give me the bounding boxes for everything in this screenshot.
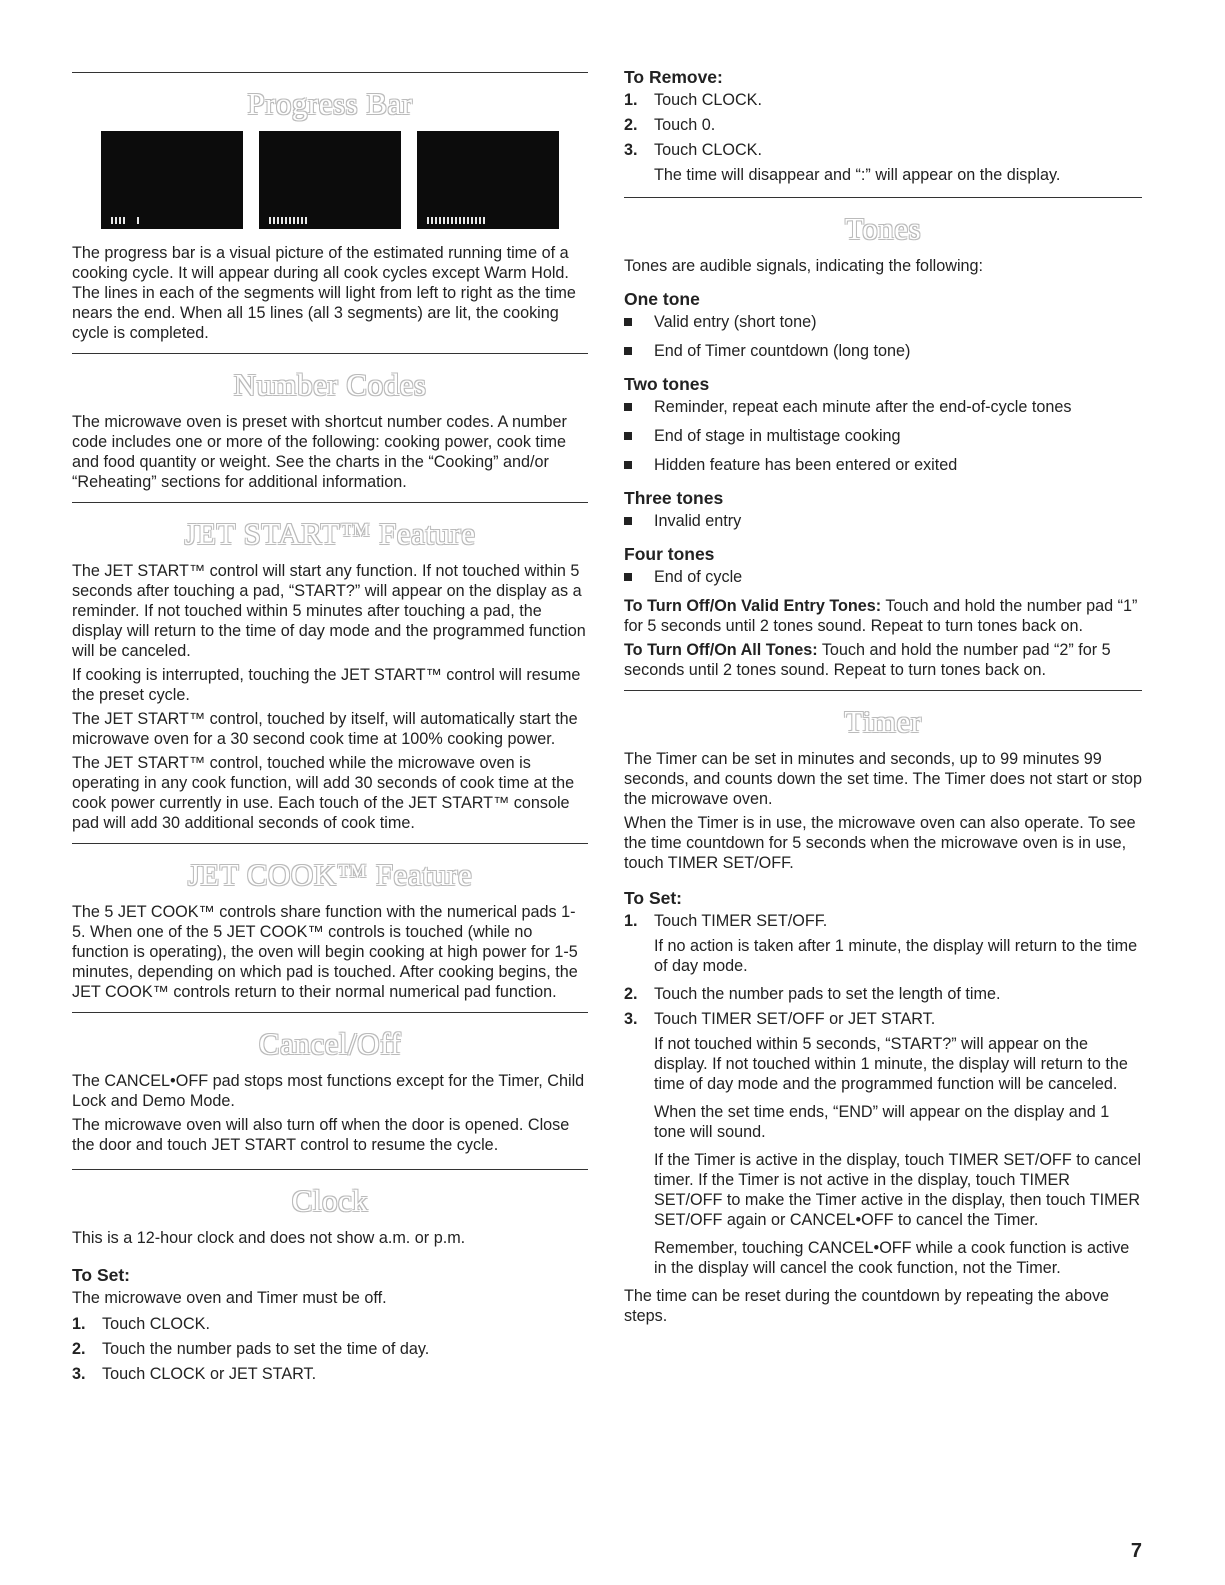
progress-line	[301, 217, 303, 224]
progress-line	[427, 217, 429, 224]
list-item: Valid entry (short tone)	[624, 312, 1142, 332]
progress-line	[431, 217, 433, 224]
all-tones-text: To Turn Off/On All Tones: Touch and hold the number pad “2” for 5 seconds until 2 tones sound. Repeat to turn tones back on.	[624, 641, 1111, 679]
section-divider	[72, 72, 588, 73]
jet-start-paragraph: The JET START™ control, touched while the microwave oven is operating in any cook function, will add 30 seconds of cook time at the cook power currently in use. Each touch of the JET START™ console pad will add 30 additional seconds of cook time.	[72, 754, 575, 832]
to-remove-note: The time will disappear and “:” will appear on the display.	[654, 166, 1061, 184]
cancel-off-paragraph: The CANCEL•OFF pad stops most functions except for the Timer, Child Lock and Demo Mode.	[72, 1072, 585, 1110]
cancel-off-paragraph: The microwave oven will also turn off when the door is opened. Close the door and touch JET START control to resume the cycle.	[72, 1116, 570, 1154]
list-item: End of Timer countdown (long tone)	[624, 341, 1142, 361]
progress-bar-text: The progress bar is a visual picture of the estimated running time of a cooking cycle. It will appear during all cook cycles except Warm Hold. The lines in each of the segments will light from left to right as the time nears the end. When all 15 lines (all 3 segments) are lit, the cooking cycle is completed.	[72, 244, 576, 342]
progress-line	[137, 217, 139, 224]
timer-to-set-heading: To Set:	[624, 888, 683, 908]
progress-line	[269, 217, 271, 224]
list-item: End of stage in multistage cooking	[624, 426, 1142, 446]
timer-step-1-note: If no action is taken after 1 minute, the display will return to the time of day mode.	[654, 937, 1138, 975]
progress-line	[475, 217, 477, 224]
progress-line	[281, 217, 283, 224]
progress-line	[443, 217, 445, 224]
progress-line	[305, 217, 307, 224]
progress-bar-title: Progress Bar	[247, 86, 413, 121]
list-item: End of cycle	[624, 567, 1142, 587]
timer-paragraph: The Timer can be set in minutes and seconds, up to 99 minutes 99 seconds, and counts down the set time. The Timer does not start or stop the microwave oven.	[624, 750, 1142, 808]
progress-line	[111, 217, 113, 224]
four-tones-list	[624, 567, 1142, 587]
section-divider	[624, 197, 1142, 198]
progress-line	[483, 217, 485, 224]
jet-cook-text: The 5 JET COOK™ controls share function with the numerical pads 1-5. When one of the 5 JET COOK™ controls is touched (while no function is operating), the oven will begin cooking at high power for 1-5 minutes, depending on which pad is touched. After cooking begins, the JET COOK™ controls return to their normal numerical pad function.	[72, 903, 578, 1001]
progress-line	[451, 217, 453, 224]
progress-line	[435, 217, 437, 224]
list-item: 2. Touch 0.	[624, 116, 716, 134]
timer-step-2: 2. Touch the number pads to set the length of time.	[624, 985, 1001, 1003]
list-item: 1. Touch CLOCK.	[72, 1315, 210, 1333]
progress-line	[273, 217, 275, 224]
section-divider	[72, 502, 588, 503]
clock-to-set-intro: The microwave oven and Timer must be off.	[72, 1289, 387, 1307]
clock-steps	[72, 1314, 588, 1384]
two-tones-list	[624, 397, 1142, 475]
progress-line	[439, 217, 441, 224]
progress-segment-3	[417, 131, 559, 229]
progress-line	[447, 217, 449, 224]
three-tones-list	[624, 511, 1142, 531]
progress-line	[123, 217, 125, 224]
progress-line	[285, 217, 287, 224]
timer-step-1: 1. Touch TIMER SET/OFF.	[624, 912, 828, 930]
section-divider	[624, 690, 1142, 691]
two-tones-heading: Two tones	[624, 374, 710, 394]
tones-title: Tones	[844, 211, 922, 246]
progress-line	[479, 217, 481, 224]
progress-line	[115, 217, 117, 224]
number-codes-title: Number Codes	[233, 367, 427, 402]
page-number: 7	[1130, 1540, 1142, 1562]
jet-cook-title: JET COOK™ Feature	[187, 857, 473, 892]
section-divider	[72, 843, 588, 844]
list-item: 1. Touch CLOCK.	[624, 91, 762, 109]
list-item: Hidden feature has been entered or exited	[624, 455, 1142, 475]
section-divider	[72, 1012, 588, 1013]
one-tone-heading: One tone	[624, 289, 700, 309]
four-tones-heading: Four tones	[624, 544, 715, 564]
three-tones-heading: Three tones	[624, 488, 724, 508]
jet-start-title: JET START™ Feature	[184, 516, 476, 551]
number-codes-text: The microwave oven is preset with shortcut number codes. A number code includes one or more of the following: cooking power, cook time and food quantity or weight. See the charts in the “Cooking” and/or “Reheating” sections for additional information.	[72, 413, 567, 491]
timer-step-3-note: When the set time ends, “END” will appear on the display and 1 tone will sound.	[654, 1103, 1110, 1141]
progress-line	[119, 217, 121, 224]
list-item: Invalid entry	[624, 511, 1142, 531]
valid-entry-tones-text: To Turn Off/On Valid Entry Tones: Touch and hold the number pad “1” for 5 seconds until 2 tones sound. Repeat to turn tones back on.	[624, 597, 1138, 635]
progress-segment-1	[101, 131, 243, 229]
jet-start-paragraph: The JET START™ control will start any function. If not touched within 5 seconds after touching a pad, “START?” will appear on the display as a reminder. If not touched within 5 minutes after touching a pad, the display will return to the time of day mode and the programmed function will be canceled.	[72, 562, 586, 660]
list-item: Reminder, repeat each minute after the end-of-cycle tones	[624, 397, 1142, 417]
progress-line	[467, 217, 469, 224]
progress-line	[297, 217, 299, 224]
one-tone-list	[624, 312, 1142, 361]
progress-line	[277, 217, 279, 224]
tones-intro: Tones are audible signals, indicating the following:	[624, 257, 984, 275]
progress-line	[463, 217, 465, 224]
to-remove-steps	[624, 90, 1142, 160]
progress-bar-illustration	[72, 131, 588, 229]
list-item: 3. Touch CLOCK.	[624, 141, 762, 159]
right-column	[624, 66, 1142, 1330]
list-item: 3. Touch CLOCK or JET START.	[72, 1365, 317, 1383]
section-divider	[72, 1169, 588, 1170]
jet-start-paragraph: If cooking is interrupted, touching the JET START™ control will resume the preset cycle.	[72, 666, 581, 704]
to-remove-heading: To Remove:	[624, 67, 723, 87]
section-divider	[72, 353, 588, 354]
progress-segment-2	[259, 131, 401, 229]
list-item: 2. Touch the number pads to set the time of day.	[72, 1340, 430, 1358]
timer-step-3-note: Remember, touching CANCEL•OFF while a cook function is active in the display will cancel the cook function, not the Timer.	[654, 1239, 1130, 1277]
cancel-off-title: Cancel/Off	[258, 1026, 402, 1061]
timer-step-3-note: If the Timer is active in the display, touch TIMER SET/OFF to cancel timer. If the Timer is not active in the display, touch TIMER SET/OFF to make the Timer active in the display, then touch TIMER SET/OFF again or CANCEL•OFF to cancel the Timer.	[654, 1151, 1141, 1229]
timer-title: Timer	[844, 704, 922, 739]
progress-line	[471, 217, 473, 224]
clock-text: This is a 12-hour clock and does not show a.m. or p.m.	[72, 1229, 466, 1247]
clock-title: Clock	[291, 1183, 369, 1218]
progress-line	[293, 217, 295, 224]
progress-line	[455, 217, 457, 224]
timer-closing: The time can be reset during the countdown by repeating the above steps.	[624, 1287, 1110, 1325]
left-column	[72, 72, 588, 1389]
timer-paragraph: When the Timer is in use, the microwave oven can also operate. To see the time countdown for 5 seconds when the microwave oven is in use, touch TIMER SET/OFF.	[624, 814, 1136, 872]
jet-start-paragraph: The JET START™ control, touched by itself, will automatically start the microwave oven for a 30 second cook time at 100% cooking power.	[72, 710, 578, 748]
timer-step-3: 3. Touch TIMER SET/OFF or JET START.	[624, 1010, 936, 1028]
progress-line	[459, 217, 461, 224]
clock-to-set-heading: To Set:	[72, 1265, 131, 1285]
progress-line	[289, 217, 291, 224]
timer-step-3-note: If not touched within 5 seconds, “START?” will appear on the display. If not touched within 1 minute, the display will return to the time of day mode and the programmed function will be canceled.	[654, 1035, 1128, 1093]
